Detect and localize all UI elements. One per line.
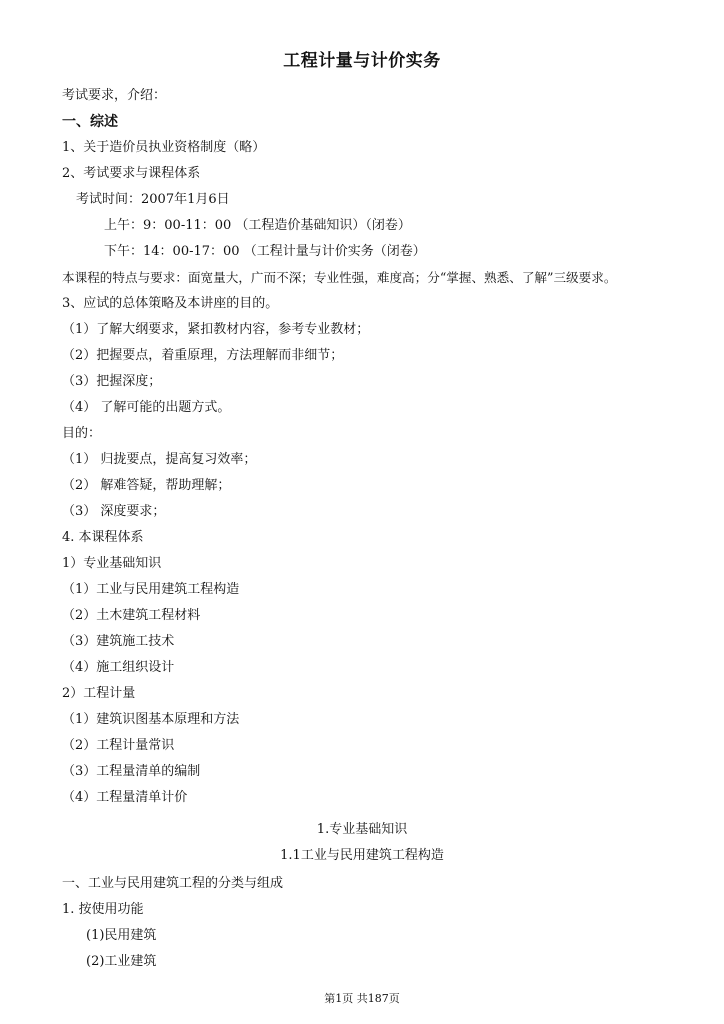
- section-heading: 1.专业基础知识: [316, 822, 408, 837]
- document-title: 工程计量与计价实务: [283, 51, 441, 71]
- list-item: （2）工程计量常识: [62, 738, 175, 753]
- page-number-footer: 第1页 共187页: [324, 992, 400, 1005]
- list-item: （2） 解难答疑，帮助理解；: [62, 478, 231, 493]
- list-item: （3）建筑施工技术: [62, 634, 175, 649]
- list-item: 1）专业基础知识: [62, 556, 162, 571]
- list-item: 1、关于造价员执业资格制度（略）: [62, 140, 266, 155]
- list-item: 2）工程计量: [62, 686, 136, 701]
- list-item: （2）土木建筑工程材料: [62, 608, 201, 623]
- list-item: （4）工程量清单计价: [62, 790, 188, 805]
- list-item: （3） 深度要求；: [62, 504, 166, 519]
- exam-date-line: 考试时间：2007年1月6日: [76, 192, 230, 207]
- list-item: （4）施工组织设计: [62, 660, 175, 675]
- subsection-heading: 1.1工业与民用建筑工程构造: [280, 848, 444, 863]
- body-line: 1. 按使用功能: [62, 902, 144, 917]
- exam-morning-line: 上午：9：00-11：00 （工程造价基础知识）（闭卷）: [104, 218, 411, 233]
- course-features-line: 本课程的特点与要求：面宽量大，广而不深；专业性强，难度高；分“掌握、熟悉、了解”三级要求。: [62, 270, 617, 285]
- list-item: （1）工业与民用建筑工程构造: [62, 582, 240, 597]
- list-item: （1）了解大纲要求，紧扣教材内容，参考专业教材；: [62, 322, 370, 337]
- list-item: （4） 了解可能的出题方式。: [62, 400, 231, 415]
- list-item: （1） 归拢要点，提高复习效率；: [62, 452, 257, 467]
- list-item: （3）把握深度；: [62, 374, 162, 389]
- intro-line: 考试要求，介绍：: [62, 88, 167, 103]
- body-line: 一、工业与民用建筑工程的分类与组成: [62, 876, 284, 891]
- list-item: （2）把握要点，着重原理，方法理解而非细节；: [62, 348, 344, 363]
- body-line: (2)工业建筑: [86, 954, 157, 969]
- body-line: (1)民用建筑: [86, 928, 157, 943]
- list-item: （1）建筑识图基本原理和方法: [62, 712, 240, 727]
- list-item: 3、应试的总体策略及本讲座的目的。: [62, 296, 279, 311]
- heading-overview: 一、综述: [62, 114, 118, 130]
- exam-afternoon-line: 下午：14：00-17：00 （工程计量与计价实务（闭卷）: [104, 244, 426, 259]
- list-item: 4. 本课程体系: [62, 530, 144, 545]
- list-item: 2、考试要求与课程体系: [62, 166, 201, 181]
- purpose-label: 目的：: [62, 426, 102, 441]
- list-item: （3）工程量清单的编制: [62, 764, 201, 779]
